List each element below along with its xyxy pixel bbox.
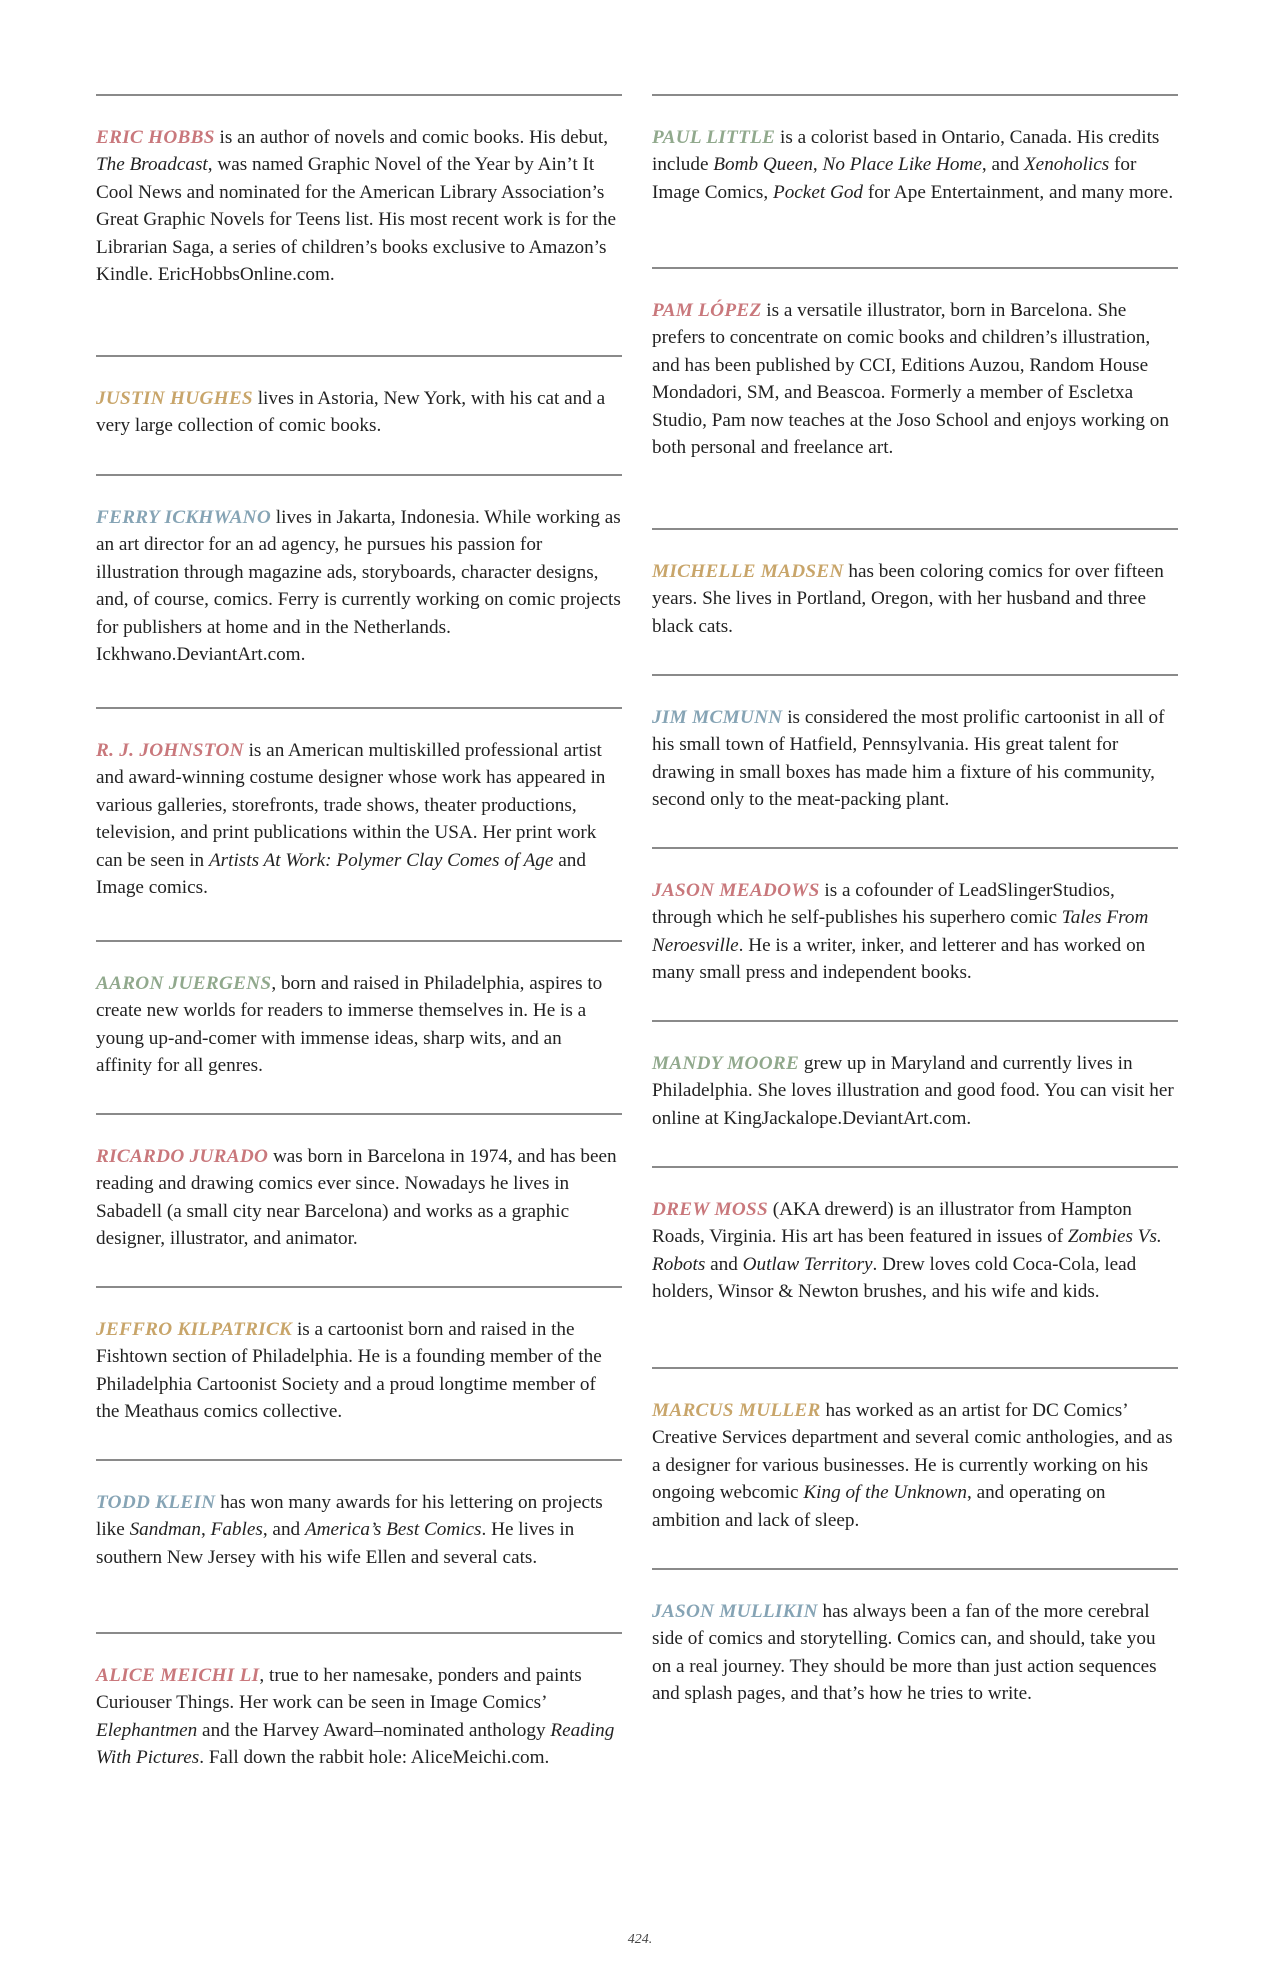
bio-text: JASON MULLIKIN has always been a fan of the more cerebral side of comics and storytelling. Comics can, and should, take you on a real journey. They should be more than just action sequences and splash pages, and that’s how he tries to write.	[652, 1601, 1157, 1705]
bio-ferry-ickhwano	[96, 474, 622, 707]
page-number: 424.	[627, 1932, 653, 1947]
bio-text: JEFFRO KILPATRICK is a cartoonist born and raised in the Fishtown section of Philadelphia. He is a founding member of the Philadelphia Cartoonist Society and a proud longtime member of the Meathaus comics collective.	[96, 1319, 602, 1423]
contributor-name: ERIC HOBBS	[96, 127, 215, 148]
bio-text: RICARDO JURADO was born in Barcelona in 1974, and has been reading and drawing comics ever since. Nowadays he lives in Sabadell (a small city near Barcelona) and works as a graphic designer, illustrator, and animator.	[96, 1146, 617, 1250]
bio-text: TODD KLEIN has won many awards for his lettering on projects like Sandman, Fables, and America’s Best Comics. He lives in southern New Jersey with his wife Ellen and several cats.	[96, 1492, 603, 1568]
contributor-name: TODD KLEIN	[96, 1492, 216, 1513]
contributor-name: JEFFRO KILPATRICK	[96, 1319, 293, 1340]
bio-text: JUSTIN HUGHES lives in Astoria, New York, with his cat and a very large collection of comic books.	[96, 388, 606, 437]
bio-text: PAM LÓPEZ is a versatile illustrator, born in Barcelona. She prefers to concentrate on comic books and children’s illustration, and has been published by CCI, Editions Auzou, Random House Mondadori, SM, and Beascoa. Formerly a member of Escletxa Studio, Pam now teaches at the Joso School and enjoys working on both personal and freelance art.	[652, 300, 1169, 459]
bio-michelle-madsen	[652, 528, 1178, 674]
contributor-name: AARON JUERGENS	[96, 973, 272, 994]
bio-ricardo-jurado	[96, 1113, 622, 1286]
bio-marcus-muller	[652, 1367, 1178, 1568]
bio-text: MICHELLE MADSEN has been coloring comics for over fifteen years. She lives in Portland, Oregon, with her husband and three black cats.	[652, 561, 1164, 637]
bio-todd-klein	[96, 1459, 622, 1632]
left-column	[96, 94, 622, 1772]
contributor-name: JUSTIN HUGHES	[96, 388, 253, 409]
bio-jeffro-kilpatrick	[96, 1286, 622, 1459]
bio-text: JIM MCMUNN is considered the most prolific cartoonist in all of his small town of Hatfield, Pennsylvania. His great talent for drawing in small boxes has made him a fixture of his community, second only to the meat-packing plant.	[652, 707, 1165, 811]
right-column	[652, 94, 1178, 1708]
bio-text: FERRY ICKHWANO lives in Jakarta, Indonesia. While working as an art director for an ad agency, he pursues his passion for illustration through magazine ads, storyboards, character designs, and, of course, comics. Ferry is currently working on comic projects for publishers at home and in the Netherlands. Ickhwano.DeviantArt.com.	[96, 507, 621, 666]
bio-text: DREW MOSS (AKA drewerd) is an illustrator from Hampton Roads, Virginia. His art has been featured in issues of Zombies Vs. Robots and Outlaw Territory. Drew loves cold Coca-Cola, lead holders, Winsor & Newton brushes, and his wife and kids.	[652, 1199, 1162, 1303]
bio-aaron-juergens	[96, 940, 622, 1113]
bio-text: MANDY MOORE grew up in Maryland and currently lives in Philadelphia. She loves illustration and good food. You can visit her online at KingJackalope.DeviantArt.com.	[652, 1053, 1174, 1129]
bio-text: MARCUS MULLER has worked as an artist for DC Comics’ Creative Services department and several comic anthologies, and as a designer for various businesses. He is currently working on his ongoing webcomic King of the Unknown, and operating on ambition and lack of sleep.	[652, 1400, 1173, 1531]
contributor-name: R. J. JOHNSTON	[96, 740, 244, 761]
bio-text: AARON JUERGENS, born and raised in Philadelphia, aspires to create new worlds for readers to immerse themselves in. He is a young up-and-comer with immense ideas, sharp wits, and an affinity for all genres.	[96, 973, 603, 1077]
bio-paul-little	[652, 94, 1178, 267]
bio-justin-hughes	[96, 355, 622, 474]
contributor-name: MANDY MOORE	[652, 1053, 800, 1074]
bio-eric-hobbs	[96, 94, 622, 355]
contributor-name: MICHELLE MADSEN	[652, 561, 844, 582]
bio-jason-meadows	[652, 847, 1178, 1020]
contributor-name: DREW MOSS	[652, 1199, 768, 1220]
contributor-name: JIM MCMUNN	[652, 707, 783, 728]
contributor-name: FERRY ICKHWANO	[96, 507, 271, 528]
bio-jim-mcmunn	[652, 674, 1178, 847]
bio-text: PAUL LITTLE is a colorist based in Ontario, Canada. His credits include Bomb Queen, No Place Like Home, and Xenoholics for Image Comics, Pocket God for Ape Entertainment, and many more.	[652, 127, 1174, 203]
bio-text: ERIC HOBBS is an author of novels and comic books. His debut, The Broadcast, was named Graphic Novel of the Year by Ain’t It Cool News and nominated for the American Library Association’s Great Graphic Novels for Teens list. His most recent work is for the Librarian Saga, a series of children’s books exclusive to Amazon’s Kindle. EricHobbsOnline.com.	[96, 127, 616, 286]
contributor-name: JASON MULLIKIN	[652, 1601, 818, 1622]
bio-text: JASON MEADOWS is a cofounder of LeadSlingerStudios, through which he self-publishes his superhero comic Tales From Neroesville. He is a writer, inker, and letterer and has worked on many small press and independent books.	[652, 880, 1149, 984]
bio-jason-mullikin	[652, 1568, 1178, 1708]
bio-text: ALICE MEICHI LI, true to her namesake, ponders and paints Curiouser Things. Her work can be seen in Image Comics’ Elephantmen and the Harvey Award–nominated anthology Reading With Pictures. Fall down the rabbit hole: AliceMeichi.com.	[96, 1665, 615, 1769]
contributor-name: MARCUS MULLER	[652, 1400, 821, 1421]
contributor-name: JASON MEADOWS	[652, 880, 820, 901]
bio-alice-meichi-li	[96, 1632, 622, 1772]
bio-text: R. J. JOHNSTON is an American multiskilled professional artist and award-winning costume designer whose work has appeared in various galleries, storefronts, trade shows, theater productions, television, and print publications within the USA. Her print work can be seen in Artists At Work: Polymer Clay Comes of Age and Image comics.	[96, 740, 606, 899]
contributor-name: RICARDO JURADO	[96, 1146, 269, 1167]
contributor-name: PAM LÓPEZ	[652, 300, 762, 321]
bio-drew-moss	[652, 1166, 1178, 1367]
contributor-name: PAUL LITTLE	[652, 127, 776, 148]
bio-rj-johnston	[96, 707, 622, 940]
bio-mandy-moore	[652, 1020, 1178, 1166]
contributor-name: ALICE MEICHI LI	[96, 1665, 260, 1686]
bio-pam-lopez	[652, 267, 1178, 528]
